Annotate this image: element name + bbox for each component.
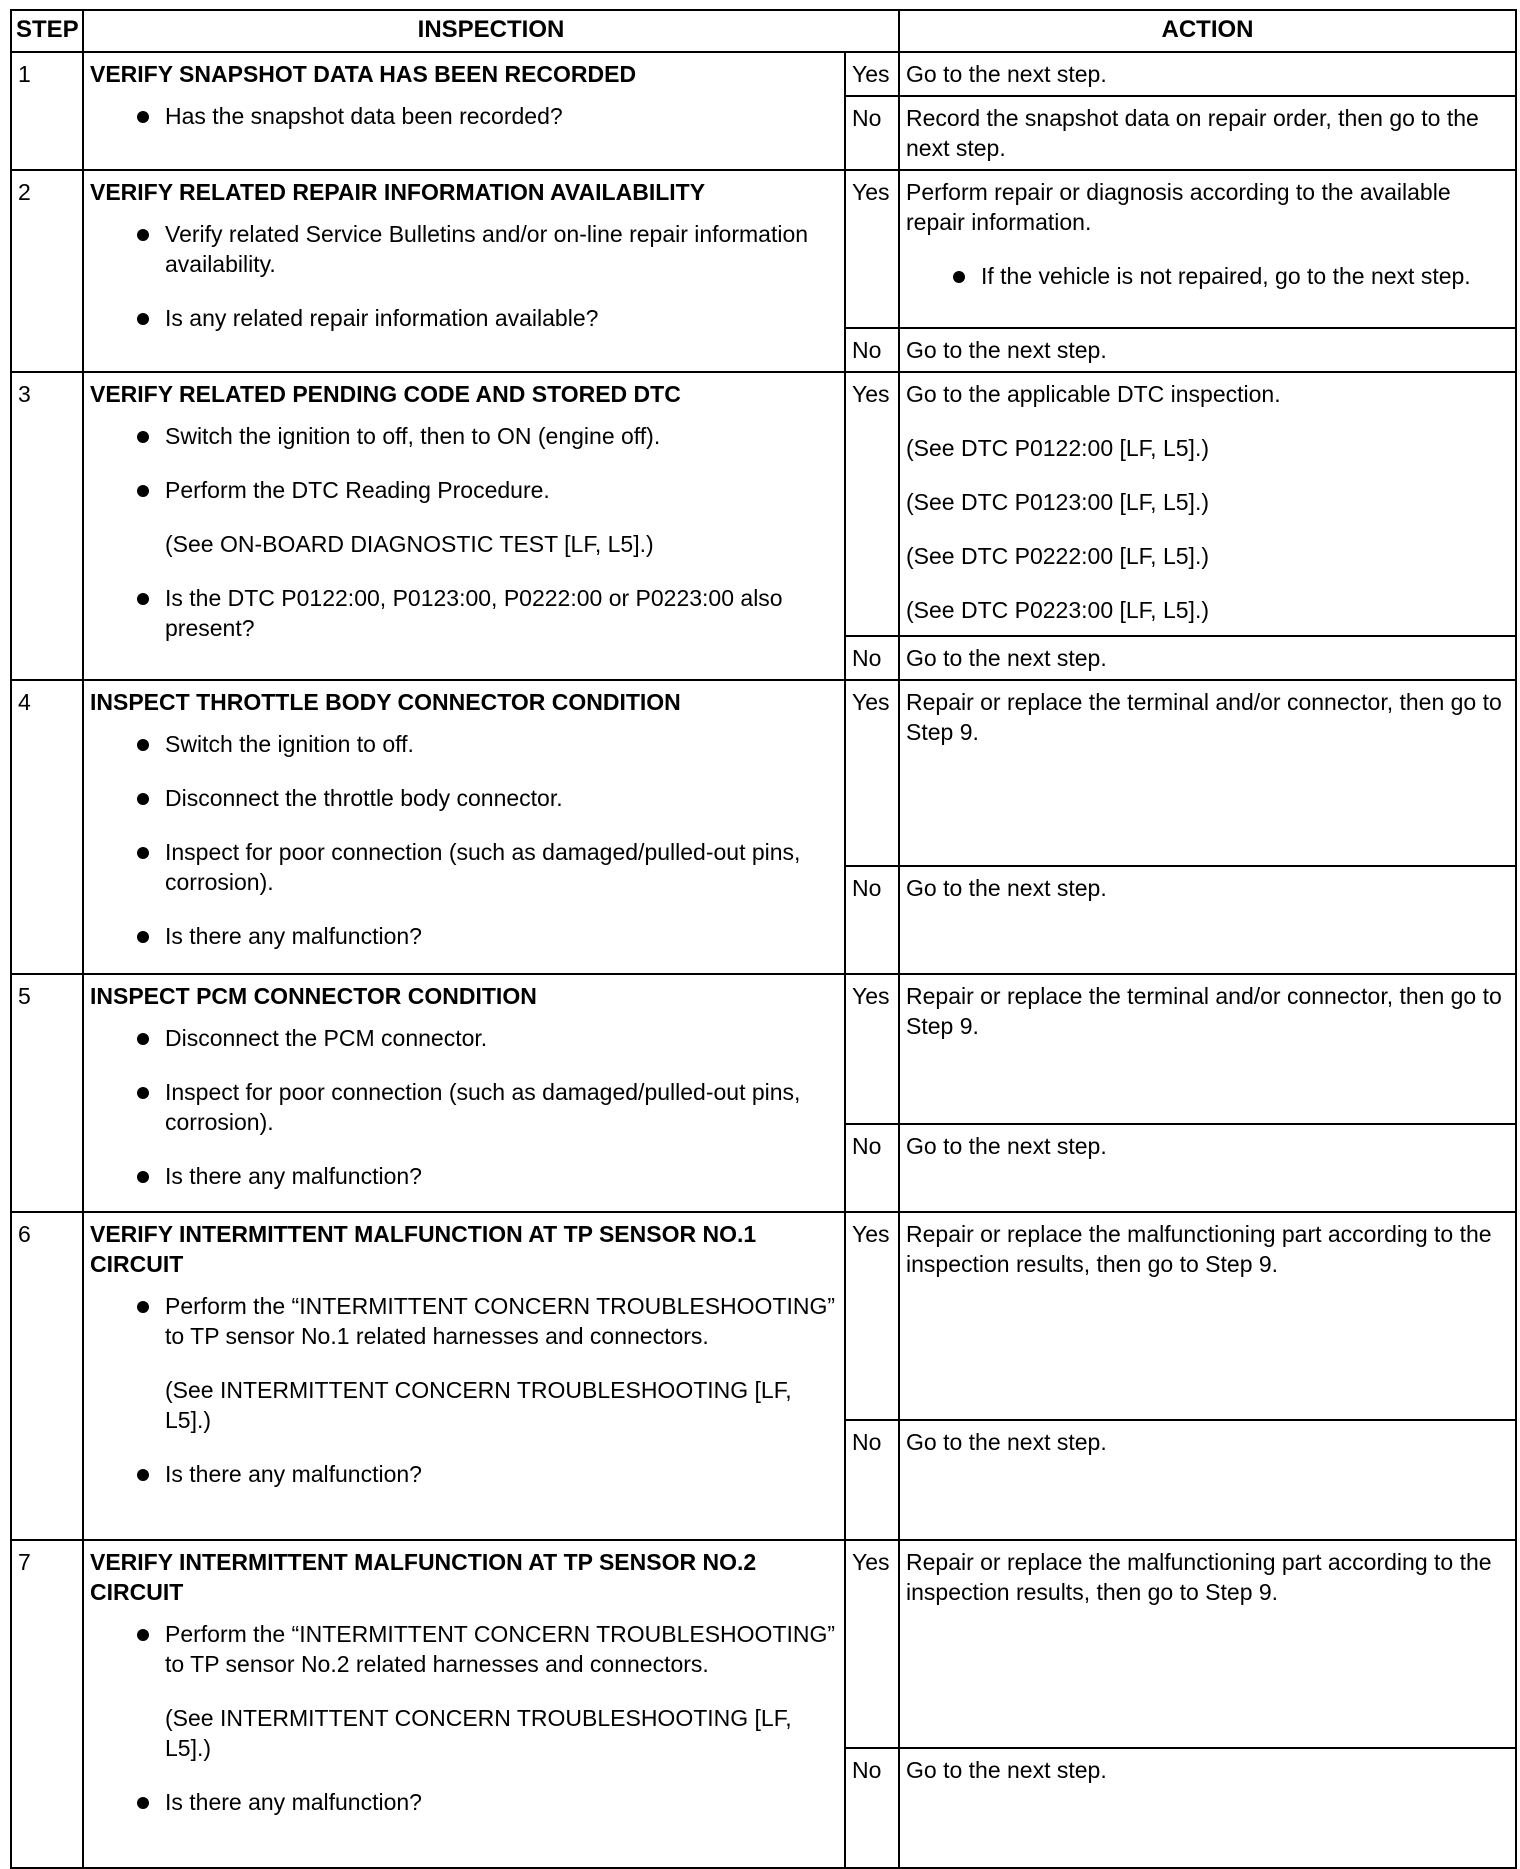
no-label: No: [845, 96, 899, 170]
yes-action: Repair or replace the terminal and/or connector, then go to Step 9.: [899, 680, 1516, 866]
bullet-icon: [137, 431, 149, 443]
bullet-icon: [137, 229, 149, 241]
bullet-item: Is there any malfunction?: [90, 921, 838, 951]
bullet-icon: [137, 111, 149, 123]
bullet-icon: [137, 485, 149, 497]
yes-label: Yes: [845, 1540, 899, 1748]
inspection-cell: [83, 170, 845, 372]
yes-action: Repair or replace the malfunctioning part according to the inspection results, then go to Step 9.: [899, 1212, 1516, 1420]
bullet-item: Is there any malfunction?: [90, 1459, 838, 1489]
bullet-icon: [137, 1171, 149, 1183]
diagnostic-table: [10, 9, 1517, 1869]
sub-bullet: If the vehicle is not repaired, go to the next step.: [906, 261, 1509, 291]
no-action: Go to the next step.: [899, 1420, 1516, 1540]
yes-action: Go to the next step.: [899, 52, 1516, 96]
inspection-cell: [83, 372, 845, 680]
header-action: ACTION: [899, 10, 1516, 52]
inspection-cell: [83, 52, 845, 170]
reference-note: (See ON-BOARD DIAGNOSTIC TEST [LF, L5].): [165, 531, 654, 557]
bullet-item: Perform the “INTERMITTENT CONCERN TROUBLESHOOTING” to TP sensor No.1 related harnesses and connectors.: [90, 1291, 838, 1351]
bullet-icon: [137, 1469, 149, 1481]
inspection-cell: [83, 1540, 845, 1868]
no-label: No: [845, 1748, 899, 1868]
bullet-icon: [137, 847, 149, 859]
bullet-item: Inspect for poor connection (such as damaged/pulled-out pins, corrosion).: [90, 837, 838, 897]
no-label: No: [845, 328, 899, 372]
bullet-icon: [137, 1797, 149, 1809]
inspection-cell: [83, 974, 845, 1212]
step-title: VERIFY SNAPSHOT DATA HAS BEEN RECORDED: [90, 61, 637, 87]
no-action: Go to the next step.: [899, 328, 1516, 372]
bullet-item: Is the DTC P0122:00, P0123:00, P0222:00 or P0223:00 also present?: [90, 583, 838, 643]
no-action: Record the snapshot data on repair order, then go to the next step.: [899, 96, 1516, 170]
reference-note: (See INTERMITTENT CONCERN TROUBLESHOOTING [LF, L5].): [165, 1377, 792, 1433]
bullet-icon: [137, 739, 149, 751]
bullet-item: Is there any malfunction?: [90, 1161, 838, 1191]
yes-action: Go to the applicable DTC inspection.: [906, 381, 1281, 407]
bullet-item: Switch the ignition to off, then to ON (engine off).: [90, 421, 838, 451]
yes-label: Yes: [845, 680, 899, 866]
yes-action: Perform repair or diagnosis according to the available repair information.: [906, 179, 1451, 235]
yes-label: Yes: [845, 52, 899, 96]
yes-label: Yes: [845, 372, 899, 636]
step-number: 3: [11, 372, 83, 680]
yes-action-cell: [899, 372, 1516, 636]
bullet-icon: [137, 1301, 149, 1313]
header-row: [11, 10, 1516, 52]
bullet-item: Disconnect the throttle body connector.: [90, 783, 838, 813]
dtc-reference: (See DTC P0123:00 [LF, L5].): [906, 489, 1209, 515]
step-title: VERIFY RELATED PENDING CODE AND STORED DTC: [90, 381, 681, 407]
step-number: 1: [11, 52, 83, 170]
step-1-yes-row: [11, 52, 1516, 96]
bullet-item: Is any related repair information available?: [90, 303, 838, 333]
step-title: INSPECT PCM CONNECTOR CONDITION: [90, 983, 537, 1009]
step-6-yes-row: [11, 1212, 1516, 1420]
step-5-yes-row: [11, 974, 1516, 1124]
no-label: No: [845, 1420, 899, 1540]
step-number: 4: [11, 680, 83, 974]
bullet-icon: [137, 1629, 149, 1641]
inspection-cell: [83, 1212, 845, 1540]
dtc-reference: (See DTC P0222:00 [LF, L5].): [906, 543, 1209, 569]
bullet-icon: [137, 593, 149, 605]
bullet-item: Perform the DTC Reading Procedure.: [90, 475, 838, 505]
bullet-icon: [137, 793, 149, 805]
step-number: 7: [11, 1540, 83, 1868]
no-action: Go to the next step.: [899, 1748, 1516, 1868]
yes-label: Yes: [845, 1212, 899, 1420]
bullet-icon: [953, 271, 965, 283]
bullet-item: Switch the ignition to off.: [90, 729, 838, 759]
no-label: No: [845, 636, 899, 680]
yes-action: Repair or replace the malfunctioning part according to the inspection results, then go to Step 9.: [899, 1540, 1516, 1748]
bullet-item: Has the snapshot data been recorded?: [90, 101, 838, 131]
dtc-reference: (See DTC P0223:00 [LF, L5].): [906, 597, 1209, 623]
dtc-reference: (See DTC P0122:00 [LF, L5].): [906, 435, 1209, 461]
bullet-icon: [137, 313, 149, 325]
no-label: No: [845, 1124, 899, 1212]
step-number: 5: [11, 974, 83, 1212]
reference-note: (See INTERMITTENT CONCERN TROUBLESHOOTING [LF, L5].): [165, 1705, 792, 1761]
no-label: No: [845, 866, 899, 974]
yes-action-cell: [899, 170, 1516, 328]
bullet-item: Inspect for poor connection (such as damaged/pulled-out pins, corrosion).: [90, 1077, 838, 1137]
step-title: VERIFY INTERMITTENT MALFUNCTION AT TP SENSOR NO.2 CIRCUIT: [90, 1549, 757, 1605]
bullet-icon: [137, 1087, 149, 1099]
step-title: VERIFY INTERMITTENT MALFUNCTION AT TP SENSOR NO.1 CIRCUIT: [90, 1221, 757, 1277]
bullet-item: Perform the “INTERMITTENT CONCERN TROUBLESHOOTING” to TP sensor No.2 related harnesses and connectors.: [90, 1619, 838, 1679]
step-title: VERIFY RELATED REPAIR INFORMATION AVAILABILITY: [90, 179, 706, 205]
no-action: Go to the next step.: [899, 1124, 1516, 1212]
step-3-yes-row: [11, 372, 1516, 636]
inspection-cell: [83, 680, 845, 974]
step-7-yes-row: [11, 1540, 1516, 1748]
bullet-item: Verify related Service Bulletins and/or on-line repair information availability.: [90, 219, 838, 279]
header-step: STEP: [11, 10, 83, 52]
no-action: Go to the next step.: [899, 866, 1516, 974]
yes-label: Yes: [845, 170, 899, 328]
step-title: INSPECT THROTTLE BODY CONNECTOR CONDITION: [90, 689, 681, 715]
step-number: 6: [11, 1212, 83, 1540]
yes-label: Yes: [845, 974, 899, 1124]
bullet-icon: [137, 931, 149, 943]
step-number: 2: [11, 170, 83, 372]
header-inspection: INSPECTION: [83, 10, 899, 52]
bullet-item: Is there any malfunction?: [90, 1787, 838, 1817]
yes-action: Repair or replace the terminal and/or connector, then go to Step 9.: [899, 974, 1516, 1124]
bullet-item: Disconnect the PCM connector.: [90, 1023, 838, 1053]
step-4-yes-row: [11, 680, 1516, 866]
bullet-icon: [137, 1033, 149, 1045]
no-action: Go to the next step.: [899, 636, 1516, 680]
step-2-yes-row: [11, 170, 1516, 328]
